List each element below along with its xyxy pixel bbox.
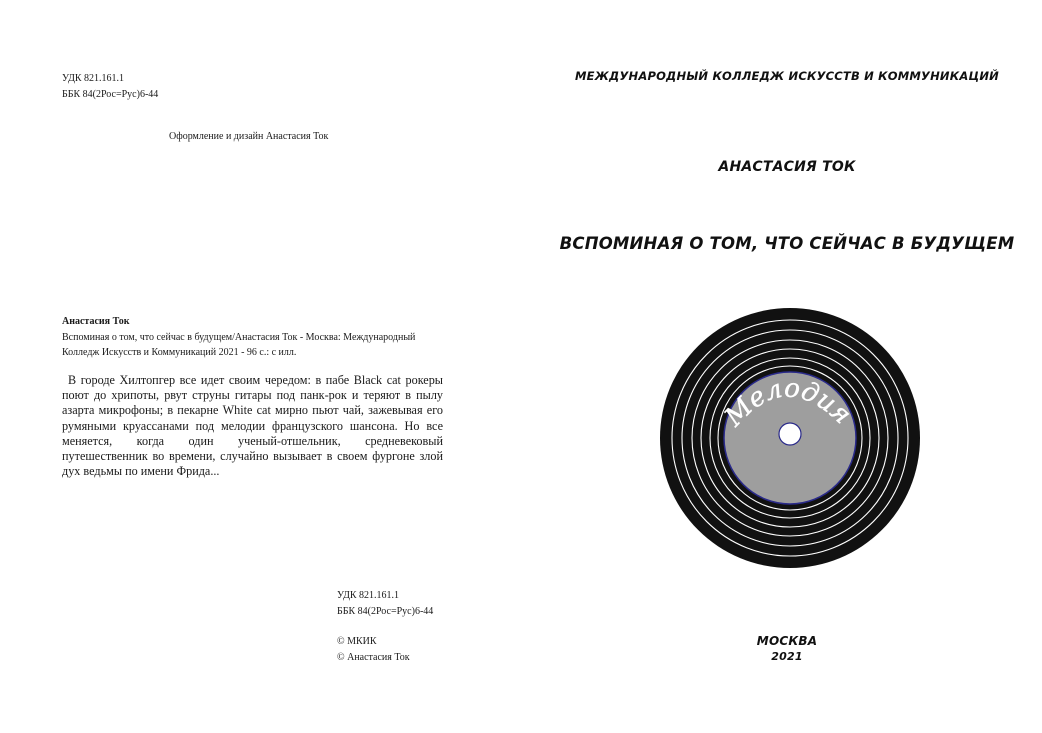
udk-code: УДК 821.161.1 — [62, 73, 125, 84]
record-label-text: Мелодия — [719, 373, 857, 433]
copyright-author: © Анастасия Ток — [337, 652, 410, 663]
biblio-line: Вспоминая о том, что сейчас в будущем/Анастасия Ток - Москва: Международный — [62, 331, 416, 343]
book-title: ВСПОМИНАЯ О ТОМ, ЧТО СЕЙЧАС В БУДУЩЕМ — [559, 234, 1015, 253]
bbk-code: ББК 84(2Рос=Рус)6-44 — [337, 606, 434, 617]
bibliographic-record — [62, 314, 452, 361]
college-name: МЕЖДУНАРОДНЫЙ КОЛЛЕДЖ ИСКУССТВ И КОММУНИКАЦИЙ — [575, 69, 999, 83]
bbk-code: ББК 84(2Рос=Рус)6-44 — [62, 89, 159, 100]
copyright-org: © МКИК — [337, 636, 377, 647]
annotation-text: В городе Хилтопгер все идет своим чередом: в пабе Black cat рокеры поют до хрипоты, рвут струны гитары под панк-рок и теряют в пылу азарта микрофоны; в пекарне White cat мирно пьют чай, зажевывая его румяными круассанами под мелодии французского шансона. Но все меняется, когда один ученый-отшельник, средневековый путешественник во времени, случайно вызывает в своем фургоне злой дух ведьмы по имени Фрида... — [62, 373, 443, 479]
author-name: АНАСТАСИЯ ТОК — [718, 159, 856, 175]
vinyl-record-icon — [660, 308, 920, 568]
design-credit: Оформление и дизайн Анастасия Ток — [169, 131, 329, 142]
biblio-line: Колледж Искусств и Коммуникаций 2021 - 96 с.: с илл. — [62, 347, 297, 358]
vinyl-record-illustration — [660, 308, 920, 568]
biblio-author: Анастасия Ток — [62, 316, 130, 327]
publication-year: 2021 — [771, 650, 803, 663]
classification-block-top — [62, 71, 158, 103]
right-page — [521, 0, 1042, 733]
publication-city: МОСКВА — [756, 634, 818, 648]
classification-block-bottom — [337, 588, 433, 620]
udk-code: УДК 821.161.1 — [337, 590, 400, 601]
copyright-block — [337, 634, 410, 666]
